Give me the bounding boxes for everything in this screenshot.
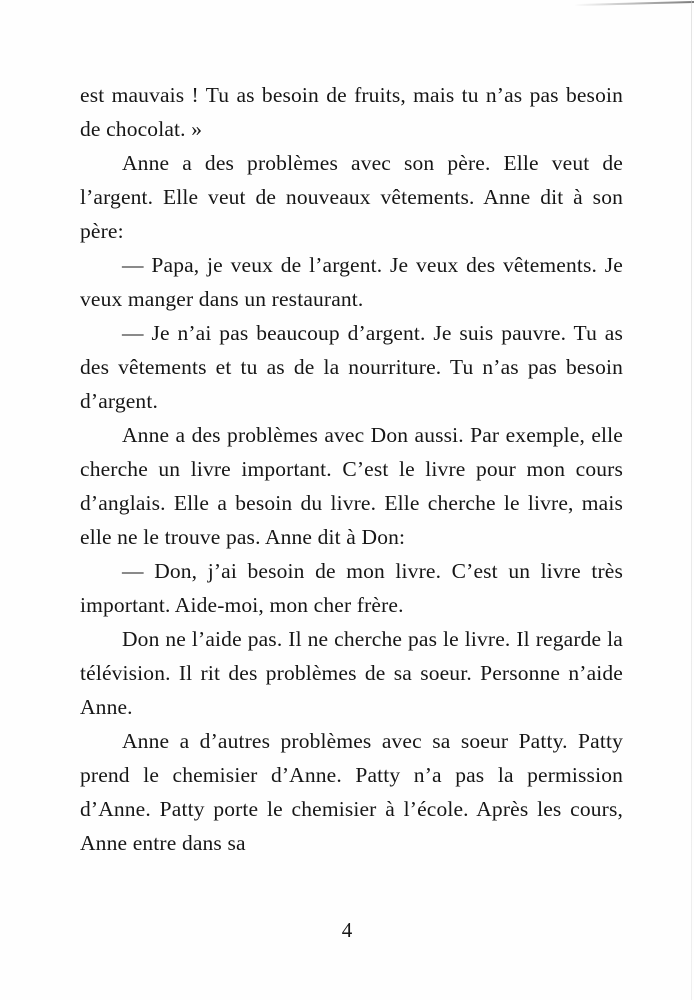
paragraph: Anne a des problèmes avec Don aussi. Par exemple, elle cherche un livre important. C’est le livre pour mon cours d’anglais. Elle a besoin du livre. Elle cherche le livre, mais elle ne le trouve pas. Anne dit à Don: <box>80 423 623 549</box>
paragraph: Anne a des problèmes avec son père. Elle veut de l’argent. Elle veut de nouveaux vêtements. Anne dit à son père: <box>80 151 623 243</box>
paragraph: — Don, j’ai besoin de mon livre. C’est un livre très important. Aide-moi, mon cher frère. <box>80 559 623 617</box>
page-number: 4 <box>341 918 353 942</box>
scan-artifact-top-line <box>574 1 694 6</box>
paragraph: — Je n’ai pas beaucoup d’argent. Je suis pauvre. Tu as des vêtements et tu as de la nourriture. Tu n’as pas besoin d’argent. <box>80 321 623 413</box>
paragraph: — Papa, je veux de l’argent. Je veux des vêtements. Je veux manger dans un restaurant. <box>80 253 623 311</box>
paragraph: Anne a d’autres problèmes avec sa soeur Patty. Patty prend le chemisier d’Anne. Patty n’a pas la permission d’Anne. Patty porte le chemisier à l’école. Après les cours, Anne entre dans sa <box>80 729 623 855</box>
scan-artifact-right-edge <box>691 0 692 1000</box>
paragraph: Don ne l’aide pas. Il ne cherche pas le livre. Il regarde la télévision. Il rit des problèmes de sa soeur. Personne n’aide Anne. <box>80 627 623 719</box>
body-text <box>80 78 623 860</box>
paragraph: est mauvais ! Tu as besoin de fruits, mais tu n’as pas besoin de chocolat. » <box>80 83 623 141</box>
